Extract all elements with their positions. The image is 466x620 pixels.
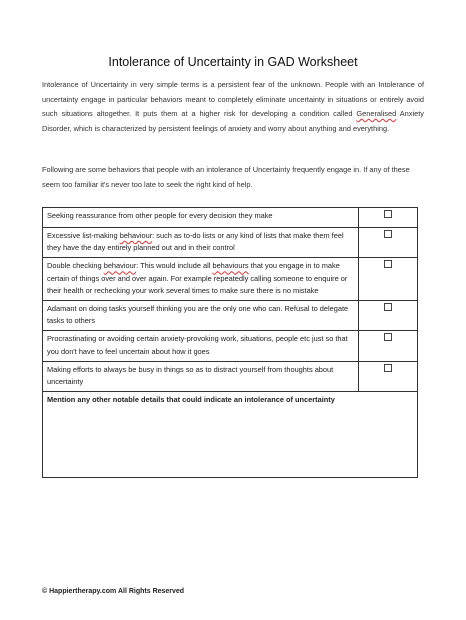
notes-cell[interactable] bbox=[43, 392, 418, 478]
intro-paragraph bbox=[42, 78, 424, 136]
flagged-word: behaviour bbox=[119, 231, 153, 240]
checkbox[interactable] bbox=[384, 364, 392, 372]
table-row bbox=[43, 208, 418, 228]
flagged-word: behaviours bbox=[212, 261, 249, 271]
checkbox[interactable] bbox=[384, 230, 392, 238]
item-text: Adamant on doing tasks yourself thinking you are the only one who can. Refusal to delegate tasks to others bbox=[43, 301, 359, 331]
checkbox[interactable] bbox=[384, 333, 392, 341]
table-row bbox=[43, 258, 418, 301]
item-text bbox=[43, 228, 359, 258]
checkbox-cell bbox=[359, 228, 418, 258]
item-text: Procrastinating or avoiding certain anxiety-provoking work, situations, people etc just so that you don't have to feel uncertain about how it goes bbox=[43, 331, 359, 361]
page-title: Intolerance of Uncertainty in GAD Worksheet bbox=[108, 55, 358, 69]
behavior-checklist-table bbox=[42, 207, 418, 478]
table-row bbox=[43, 331, 418, 361]
intro-text-a: Intolerance of Uncertainty in very simple terms is a persistent fear of the unknown. People with an Intolerance of uncertainty engage in particular behaviors meant to completely eliminate uncertainty in situations or entirely avoid such situations altogether. It puts them at a higher risk for developing a condition called bbox=[42, 80, 424, 118]
notes-row bbox=[43, 392, 418, 478]
table-row bbox=[43, 301, 418, 331]
table-row bbox=[43, 228, 418, 258]
item-text-part: Excessive list-making bbox=[47, 231, 120, 240]
intro-flagged-word: Generalised bbox=[356, 109, 397, 118]
checkbox-cell bbox=[359, 208, 418, 228]
item-text: Seeking reassurance from other people for every decision they make bbox=[43, 208, 359, 228]
checkbox[interactable] bbox=[384, 303, 392, 311]
copyright-footer: © Happiertherapy.com All Rights Reserved bbox=[42, 588, 185, 595]
checkbox-cell bbox=[359, 331, 418, 361]
checkbox[interactable] bbox=[384, 210, 392, 218]
item-text-part: : such as to-do lists or any kind of lists that make them feel they have the day entirely planned out and in their control bbox=[47, 231, 344, 253]
instructions-paragraph: Following are some behaviors that people with an intolerance of Uncertainty frequently engage in. If any of these seem too familiar it's never too late to seek the right kind of help. bbox=[42, 165, 410, 189]
item-text-part: : This would include all bbox=[136, 261, 213, 271]
item-text: Making efforts to always be busy in things so as to distract yourself from thoughts about uncertainty bbox=[43, 361, 359, 391]
checkbox-cell bbox=[359, 258, 418, 301]
notes-label: Mention any other notable details that could indicate an intolerance of uncertainty bbox=[47, 395, 335, 405]
item-text-part: Double checking bbox=[47, 261, 104, 271]
table-row bbox=[43, 361, 418, 391]
checkbox-cell bbox=[359, 301, 418, 331]
intro-text-b: Anxiety Disorder, which is characterized by persistent feelings of anxiety and worry about anything and everything. bbox=[42, 109, 424, 133]
checkbox[interactable] bbox=[384, 260, 392, 268]
item-text-part: that you engage in to make certain of things over and over again. For example repeatedly calling someone to enquire or their health or rechecking your work several times to make sure there is no mistake bbox=[47, 261, 348, 295]
flagged-word: behaviour bbox=[103, 261, 137, 271]
checkbox-cell bbox=[359, 361, 418, 391]
item-text bbox=[43, 258, 359, 301]
